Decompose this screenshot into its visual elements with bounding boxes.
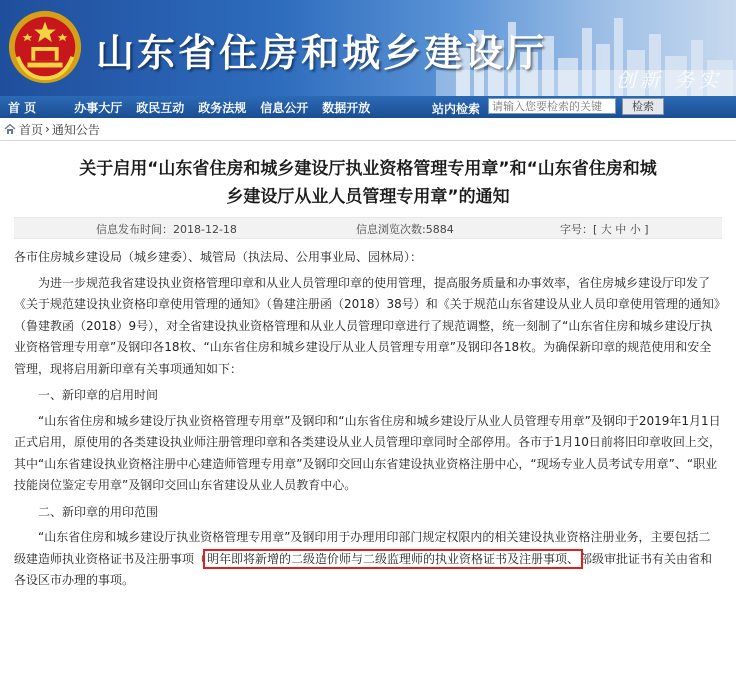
paragraph-text: “山东省住房和城乡建设厅执业资格管理专用章”及钢印用于办理用印部门规定权限内的相关建设执业资格注册业务，主要包括二级建造师执业资格证书及注册事项（	[14, 530, 711, 566]
article-title	[14, 155, 722, 211]
nav-item-regulations[interactable]: 政务法规	[198, 100, 247, 115]
breadcrumb-current[interactable]: 通知公告	[51, 122, 100, 137]
site-motto: 创新 务实	[615, 68, 722, 92]
addressee: 各市住房城乡建设局（城乡建委）、城管局（执法局、公用事业局、园林局）：	[14, 250, 423, 264]
article	[14, 155, 722, 592]
article-title-line1: 关于启用“山东省住房和城乡建设厅执业资格管理专用章”和“山东省住房和城	[79, 159, 657, 179]
article-title-line2: 乡建设厅从业人员管理专用章”的通知	[226, 187, 510, 207]
breadcrumb	[0, 118, 736, 141]
nav-item-open-data[interactable]: 数据开放	[322, 100, 371, 115]
search-label: 站内检索	[432, 102, 481, 116]
article-body	[14, 247, 722, 592]
site-banner	[0, 0, 736, 96]
paragraph	[14, 527, 722, 592]
search-input[interactable]	[488, 98, 616, 114]
home-icon	[4, 123, 16, 135]
paragraph: “山东省住房和城乡建设厅执业资格管理专用章”及钢印和“山东省住房和城乡建设厅从业人员管理专用章”及钢印于2019年1月1日正式启用，原使用的各类建设执业师注册管理印章和各类建设从业人员管理印章同时全部停用。各市于1月10日前将旧印章收回上交，其中“山东省建设执业资格注册中心建造师管理专用章”及钢印交回山东省建设执业资格注册中心，“现场专业人员考试专用章”、“职业技能岗位鉴定专用章”及钢印交回山东省建设从业人员教育中心。	[14, 413, 721, 492]
section-heading: 二、新印章的用印范围	[38, 504, 159, 519]
publish-date: 信息发布时间：2018-12-18	[96, 223, 237, 236]
view-count: 信息浏览次数:5884	[356, 223, 454, 236]
font-size-switcher[interactable]: 字号：[ 大 中 小 ]	[560, 223, 649, 236]
nav-item-home[interactable]: 首 页	[8, 100, 37, 115]
main-nav	[0, 96, 736, 118]
nav-item-service-hall[interactable]: 办事大厅	[74, 100, 123, 115]
search-button[interactable]: 检索	[622, 98, 664, 115]
paragraph-text: 部级审批证书有关由省和各设区市办理的事项。	[14, 551, 713, 587]
highlighted-text: 明年即将新增的二级造价师与二级监理师的执业资格证书及注册事项、	[207, 551, 580, 566]
paragraph: 为进一步规范我省建设执业资格管理印章和从业人员管理印章的使用管理，提高服务质量和办事效率，省住房城乡建设厅印发了《关于规范建设执业资格印章使用管理的通知》（鲁建注册函（2018）38号）和《关于规范山东省建设从业人员印章使用管理的通知》（鲁建教函（2018）9号），对全省建设执业资格管理和从业人员管理印章进行了规范调整，统一刻制了“山东省住房和城乡建设厅执业资格管理专用章”及钢印各18枚、“山东省住房和城乡建设厅从业人员管理专用章”及钢印各18枚。为确保新印章的规范使用和安全管理，现将启用新印章有关事项通知如下：	[14, 275, 720, 376]
nav-item-info-disclosure[interactable]: 信息公开	[260, 100, 309, 115]
article-info-bar	[14, 217, 722, 239]
breadcrumb-separator: ›	[45, 122, 50, 136]
nav-item-interaction[interactable]: 政民互动	[136, 100, 185, 115]
national-emblem-icon	[6, 8, 84, 86]
breadcrumb-home[interactable]: 首页	[19, 122, 44, 137]
site-title: 山东省住房和城乡建设厅	[96, 30, 548, 75]
section-heading: 一、新印章的启用时间	[38, 388, 159, 402]
